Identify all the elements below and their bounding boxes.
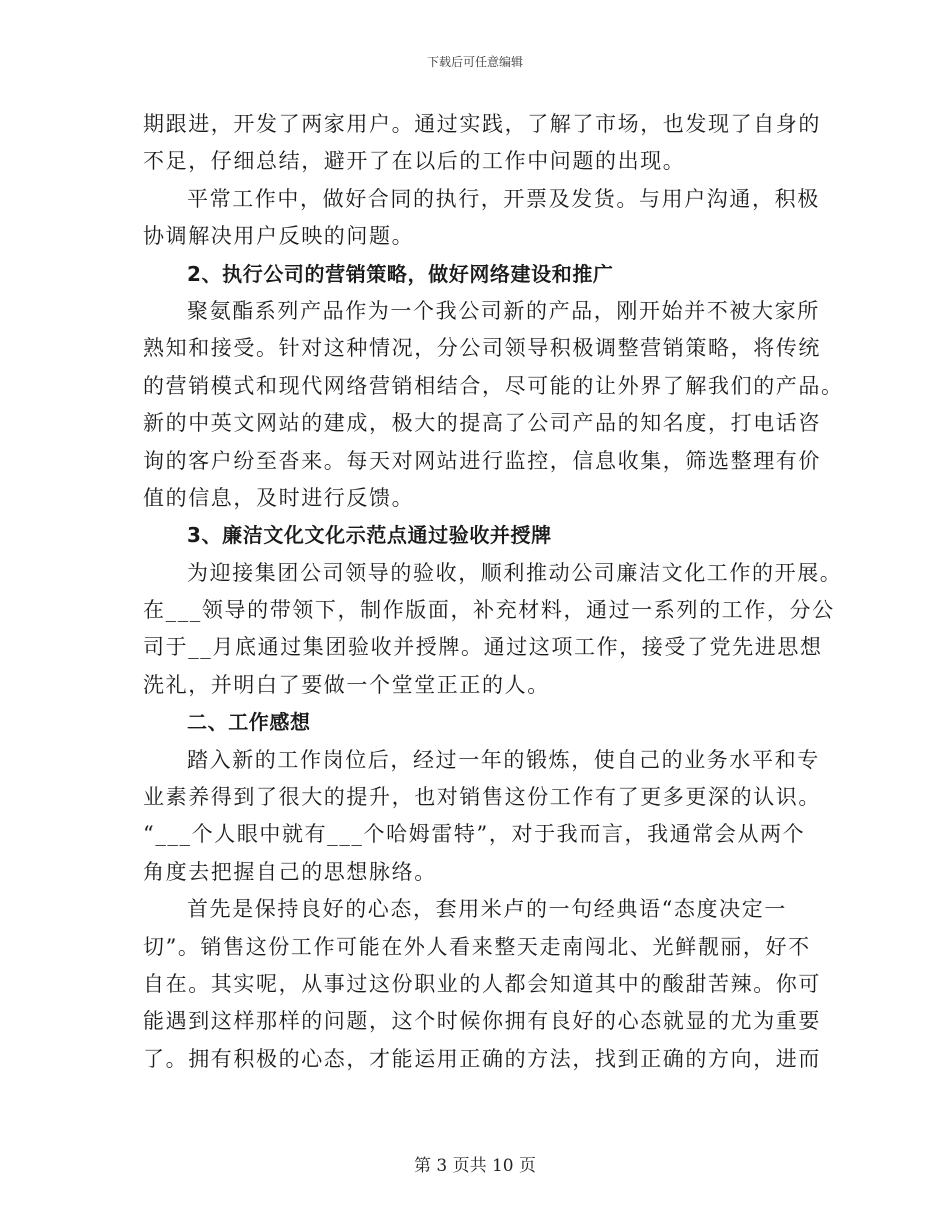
text-line: 期跟进，开发了两家用户。通过实践，了解了市场，也发现了自身的 xyxy=(143,112,821,136)
text-line: 洗礼，并明白了要做一个堂堂正正的人。 xyxy=(143,672,550,697)
text-line: 业素养得到了很大的提升，也对销售这份工作有了更多更深的认识。 xyxy=(143,785,821,810)
section-heading-2: 2、执行公司的营销策略，做好网络建设和推广 xyxy=(187,261,614,286)
text-line: 司于__月底通过集团验收并授牌。通过这项工作，接受了党先进思想 xyxy=(143,635,823,660)
section-heading-work-thoughts: 二、工作感想 xyxy=(187,710,311,735)
paragraph-start-line: 聚氨酯系列产品作为一个我公司新的产品，刚开始并不被大家所 xyxy=(187,298,820,323)
paragraph-start-line: 为迎接集团公司领导的验收，顺利推动公司廉洁文化工作的开展。 xyxy=(187,560,843,585)
page-number-footer: 第 3 页共 10 页 xyxy=(413,1156,537,1176)
text-line: 询的客户纷至沓来。每天对网站进行监控，信息收集，筛选整理有价 xyxy=(143,448,821,473)
text-line: 新的中英文网站的建成，极大的提高了公司产品的知名度，打电话咨 xyxy=(143,411,821,436)
text-line: “___个人眼中就有___个哈姆雷特”，对于我而言，我通常会从两个 xyxy=(143,822,806,847)
text-line: 自在。其实呢，从事过这份职业的人都会知道其中的酸甜苦辣。你可 xyxy=(143,971,821,996)
text-line: 协调解决用户反映的问题。 xyxy=(143,224,415,249)
page-header: 下载后可任意编辑 xyxy=(426,55,523,69)
section-heading-3: 3、廉洁文化文化示范点通过验收并授牌 xyxy=(187,523,552,548)
text-line: 在___领导的带领下，制作版面，补充材料，通过一系列的工作，分公 xyxy=(143,598,835,623)
text-line: 了。拥有积极的心态，才能运用正确的方法，找到正确的方向，进而 xyxy=(143,1046,821,1071)
text-line: 不足，仔细总结，避开了在以后的工作中问题的出现。 xyxy=(143,149,686,174)
paragraph-start-line: 踏入新的工作岗位后，经过一年的锻炼，使自己的业务水平和专 xyxy=(187,747,820,772)
paragraph-start-line: 首先是保持良好的心态，套用米卢的一句经典语“态度决定一 xyxy=(187,897,787,922)
text-line: 能遇到这样那样的问题，这个时候你拥有良好的心态就显的尤为重要 xyxy=(143,1009,821,1034)
text-line: 熟知和接受。针对这种情况，分公司领导积极调整营销策略，将传统 xyxy=(143,336,821,361)
text-line: 角度去把握自己的思想脉络。 xyxy=(143,859,437,884)
document-body xyxy=(143,106,844,1078)
text-line: 切”。销售这份工作可能在外人看来整天走南闯北、光鲜靓丽，好不 xyxy=(143,934,811,959)
text-line: 的营销模式和现代网络营销相结合，尽可能的让外界了解我们的产品。 xyxy=(143,373,844,398)
paragraph-start-line: 平常工作中，做好合同的执行，开票及发货。与用户沟通，积极 xyxy=(187,186,820,211)
text-line: 值的信息，及时进行反馈。 xyxy=(143,485,415,510)
